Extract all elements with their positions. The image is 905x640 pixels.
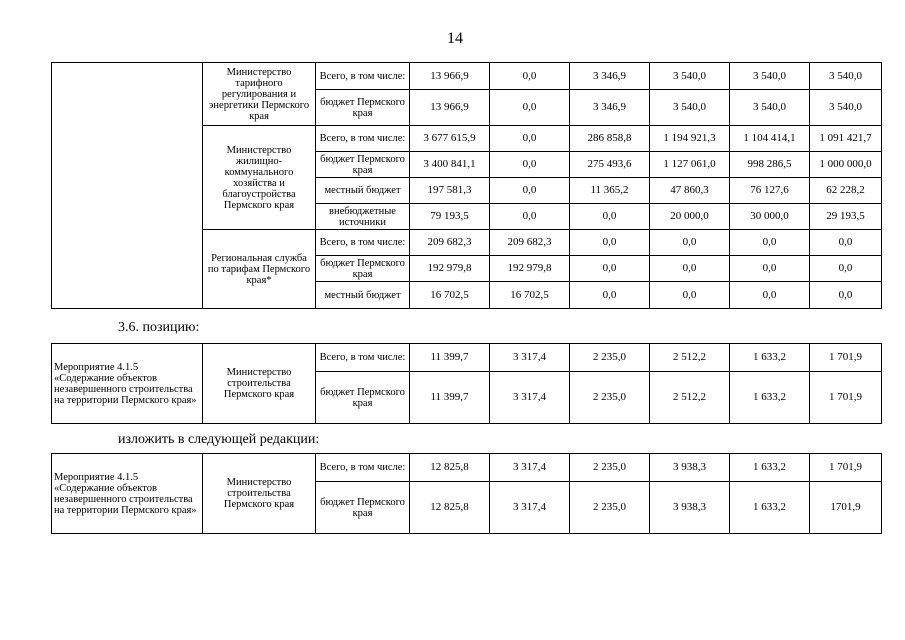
value-cell: 286 858,8 (570, 126, 650, 152)
value-cell: 3 540,0 (810, 63, 882, 90)
measure-cell: Мероприятие 4.1.5 «Содержание объектов незавершенного строительства на территории Пермского края» (52, 344, 203, 424)
value-cell: 1 633,2 (730, 454, 810, 482)
source-cell: внебюджетные источники (316, 204, 410, 230)
value-cell: 1 194 921,3 (650, 126, 730, 152)
value-cell: 13 966,9 (410, 63, 490, 90)
value-cell: 11 399,7 (410, 372, 490, 424)
value-cell: 76 127,6 (730, 178, 810, 204)
source-cell: местный бюджет (316, 282, 410, 309)
funding-table-1 (51, 62, 882, 309)
value-cell: 20 000,0 (650, 204, 730, 230)
value-cell: 1 091 421,7 (810, 126, 882, 152)
value-cell: 1 127 061,0 (650, 152, 730, 178)
value-cell: 0,0 (490, 178, 570, 204)
value-cell: 13 966,9 (410, 90, 490, 126)
org-cell: Министерство жилищно-коммунального хозяйства и благоустройства Пермского края (203, 126, 316, 230)
value-cell: 3 400 841,1 (410, 152, 490, 178)
value-cell: 3 540,0 (730, 90, 810, 126)
measure-cell: Мероприятие 4.1.5 «Содержание объектов незавершенного строительства на территории Пермского края» (52, 454, 203, 534)
value-cell: 1701,9 (810, 482, 882, 534)
value-cell: 0,0 (490, 126, 570, 152)
value-cell: 192 979,8 (410, 256, 490, 282)
value-cell: 0,0 (730, 256, 810, 282)
value-cell: 30 000,0 (730, 204, 810, 230)
value-cell: 2 235,0 (570, 372, 650, 424)
value-cell: 1 633,2 (730, 372, 810, 424)
value-cell: 1 701,9 (810, 454, 882, 482)
value-cell: 0,0 (810, 282, 882, 309)
funding-table-3 (51, 453, 882, 534)
value-cell: 998 286,5 (730, 152, 810, 178)
org-cell: Региональная служба по тарифам Пермского края* (203, 230, 316, 309)
value-cell: 11 365,2 (570, 178, 650, 204)
value-cell: 209 682,3 (410, 230, 490, 256)
value-cell: 3 938,3 (650, 454, 730, 482)
value-cell: 3 317,4 (490, 454, 570, 482)
value-cell: 3 677 615,9 (410, 126, 490, 152)
value-cell: 0,0 (490, 204, 570, 230)
org-cell: Министерство тарифного регулирования и энергетики Пермского края (203, 63, 316, 126)
value-cell: 3 540,0 (650, 90, 730, 126)
measure-cell-empty (52, 63, 203, 309)
page-number: 14 (447, 30, 463, 47)
value-cell: 2 235,0 (570, 454, 650, 482)
value-cell: 3 346,9 (570, 90, 650, 126)
table-row (52, 344, 882, 372)
value-cell: 0,0 (810, 230, 882, 256)
value-cell: 1 701,9 (810, 372, 882, 424)
source-cell: Всего, в том числе: (316, 344, 410, 372)
value-cell: 3 540,0 (810, 90, 882, 126)
value-cell: 12 825,8 (410, 482, 490, 534)
value-cell: 3 346,9 (570, 63, 650, 90)
value-cell: 0,0 (730, 282, 810, 309)
value-cell: 3 317,4 (490, 344, 570, 372)
value-cell: 62 228,2 (810, 178, 882, 204)
source-cell: бюджет Пермского края (316, 372, 410, 424)
value-cell: 209 682,3 (490, 230, 570, 256)
value-cell: 11 399,7 (410, 344, 490, 372)
value-cell: 16 702,5 (490, 282, 570, 309)
value-cell: 3 317,4 (490, 482, 570, 534)
value-cell: 2 512,2 (650, 344, 730, 372)
value-cell: 3 540,0 (650, 63, 730, 90)
section-heading: 3.6. позицию: (118, 320, 200, 335)
value-cell: 192 979,8 (490, 256, 570, 282)
value-cell: 3 540,0 (730, 63, 810, 90)
source-cell: бюджет Пермского края (316, 256, 410, 282)
value-cell: 0,0 (490, 90, 570, 126)
source-cell: местный бюджет (316, 178, 410, 204)
source-cell: бюджет Пермского края (316, 90, 410, 126)
source-cell: бюджет Пермского края (316, 482, 410, 534)
table-row (52, 63, 882, 90)
table-row (52, 454, 882, 482)
value-cell: 12 825,8 (410, 454, 490, 482)
value-cell: 0,0 (570, 204, 650, 230)
value-cell: 0,0 (650, 282, 730, 309)
value-cell: 275 493,6 (570, 152, 650, 178)
org-cell: Министерство строительства Пермского края (203, 344, 316, 424)
value-cell: 47 860,3 (650, 178, 730, 204)
value-cell: 29 193,5 (810, 204, 882, 230)
value-cell: 3 938,3 (650, 482, 730, 534)
source-cell: Всего, в том числе: (316, 126, 410, 152)
value-cell: 0,0 (730, 230, 810, 256)
value-cell: 1 633,2 (730, 482, 810, 534)
org-cell: Министерство строительства Пермского края (203, 454, 316, 534)
value-cell: 1 701,9 (810, 344, 882, 372)
value-cell: 0,0 (490, 63, 570, 90)
value-cell: 0,0 (570, 230, 650, 256)
source-cell: Всего, в том числе: (316, 454, 410, 482)
value-cell: 2 235,0 (570, 344, 650, 372)
value-cell: 0,0 (570, 282, 650, 309)
value-cell: 0,0 (570, 256, 650, 282)
value-cell: 1 000 000,0 (810, 152, 882, 178)
value-cell: 1 104 414,1 (730, 126, 810, 152)
source-cell: бюджет Пермского края (316, 152, 410, 178)
value-cell: 2 512,2 (650, 372, 730, 424)
value-cell: 197 581,3 (410, 178, 490, 204)
value-cell: 16 702,5 (410, 282, 490, 309)
section-heading: изложить в следующей редакции: (118, 432, 320, 447)
value-cell: 0,0 (650, 230, 730, 256)
funding-table-2 (51, 343, 882, 424)
source-cell: Всего, в том числе: (316, 63, 410, 90)
value-cell: 2 235,0 (570, 482, 650, 534)
value-cell: 0,0 (810, 256, 882, 282)
value-cell: 79 193,5 (410, 204, 490, 230)
value-cell: 1 633,2 (730, 344, 810, 372)
value-cell: 0,0 (650, 256, 730, 282)
source-cell: Всего, в том числе: (316, 230, 410, 256)
value-cell: 3 317,4 (490, 372, 570, 424)
value-cell: 0,0 (490, 152, 570, 178)
